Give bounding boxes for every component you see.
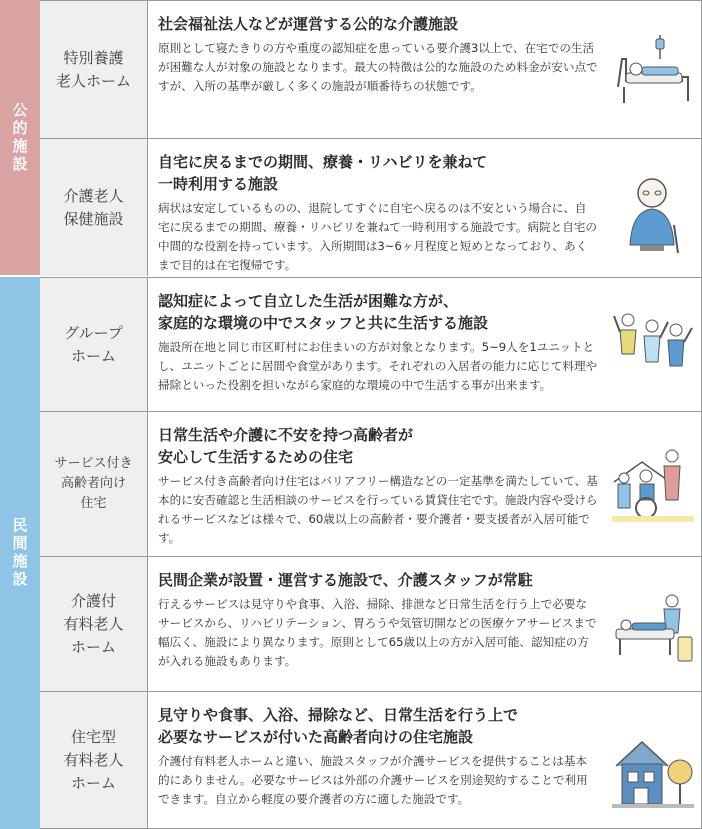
exercising-group-icon (612, 302, 694, 384)
facility-title: 日常生活や介護に不安を持つ高齢者が 安心して生活するための住宅 (158, 426, 414, 466)
facility-name: 住宅型 有料老人 ホーム (40, 692, 148, 828)
facility-title: 民間企業が設置・運営する施設で、介護スタッフが常駐 (158, 571, 533, 589)
category-private-label: 民間施設 (10, 517, 29, 589)
category-public-label: 公的施設 (10, 101, 29, 174)
facility-description: 施設所在地と同じ市区町村にお住まいの方が対象となります。5~9人を1ユニットとし、ユニットごとに居間や食堂があります。それぞれの入居者の能力に応じて料理や掃除といった役割を担いながら家庭的な環境の中で生活する事が出来ます。 (158, 340, 598, 392)
facility-description: 介護付有料老人ホームと違い、施設スタッフが介護サービスを提供することは基本的にありません。必要なサービスは外部の介護サービスを別途契約することで利用できます。自立から軽度の要介護者の方に適した施設です。 (158, 754, 588, 806)
facility-description: 行えるサービスは見守りや食事、入浴、掃除、排泄など日常生活を行う上で必要なサービスから、リハビリテーション、胃ろうや気管切開などの医療ケアサービスまで幅広く、施設により異なります。原則として65歳以上の方が入居可能、認知症の方が入れる施設もあります。 (158, 597, 597, 668)
facility-row-grouphome (40, 277, 702, 411)
facility-title: 見守りや食事、入浴、掃除など、日常生活を行う上で 必要なサービスが付いた高齢者向けの住宅施設 (158, 706, 519, 746)
facility-description: サービス付き高齢者向け住宅はバリアフリー構造などの一定基準を満たしていて、基本的に安否確認と生活相談のサービスを行っている賃貸住宅です。施設内容や受けられるサービスなどは様々で、60歳以上の高齢者・要介護者・要支援者が入居可能です。 (158, 474, 598, 545)
facility-row-rouken (40, 138, 702, 276)
facility-name: 特別養護 老人ホーム (40, 1, 148, 138)
facility-row-juutakugata (40, 691, 702, 828)
facility-description: 病状は安定しているものの、退院してすぐに自宅へ戻るのは不安という場合に、自宅に戻るまでの期間、療養・リハビリを兼ねて一時利用する施設です。病院と自宅の中間的な役割を持っています。入所期間は3~6ヶ月程度と短めとなっており、あくまで目的は在宅復帰です。 (158, 201, 597, 272)
facility-title: 認知症によって自立した生活が困難な方が、 家庭的な環境の中でスタッフと共に生活する施設 (158, 292, 489, 332)
facility-row-tokuyou (40, 0, 702, 138)
facility-description: 原則として寝たきりの方や重度の認知症を患っている要介護3以上で、在宅での生活が困難な人が対象の施設となります。最大の特徴は公的な施設のため料金が安い点ですが、入所の基準が厳しく多くの施設が順番待ちの状態です。 (158, 41, 598, 93)
facility-row-sakouju (40, 411, 702, 556)
facility-name: 介護付 有料老人 ホーム (40, 557, 148, 691)
facility-name: グループ ホーム (40, 278, 148, 411)
house-icon (612, 732, 694, 814)
facility-name: サービス付き 高齢者向け 住宅 (40, 412, 148, 556)
caregiver-wheelchair-icon (612, 442, 694, 524)
patient-in-bed-icon (612, 29, 694, 111)
facility-title: 社会福祉法人などが運営する公的な介護施設 (158, 15, 459, 33)
care-bed-icon (612, 589, 694, 671)
facility-row-kaigotsuki (40, 556, 702, 691)
category-public (0, 0, 40, 275)
elderly-man-with-cane-icon (612, 175, 694, 257)
facility-title: 自宅に戻るまでの期間、療養・リハビリを兼ねて 一時利用する施設 (158, 153, 488, 193)
facility-name: 介護老人 保健施設 (40, 139, 148, 276)
category-private (0, 277, 40, 829)
